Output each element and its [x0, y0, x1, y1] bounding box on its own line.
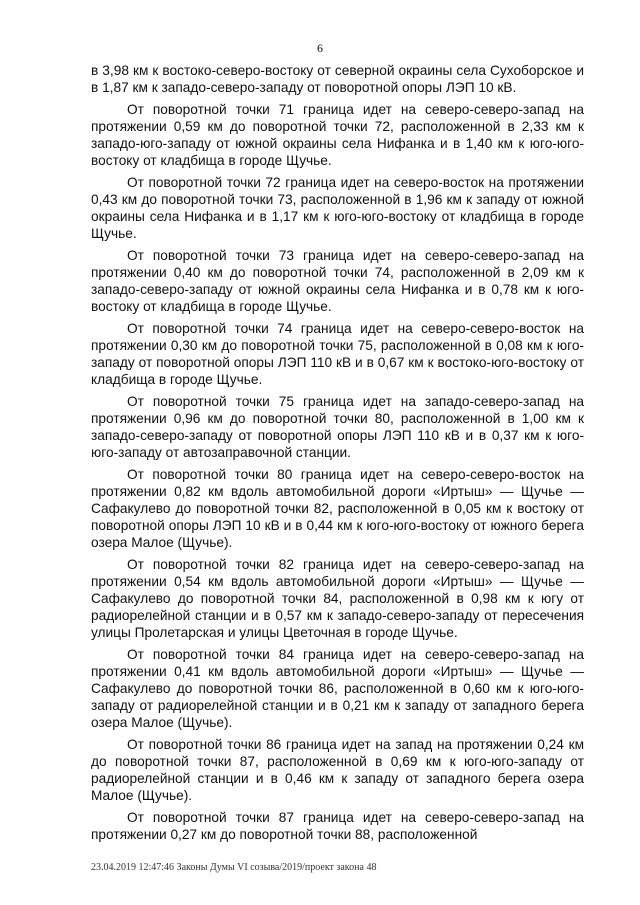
paragraph: От поворотной точки 75 граница идет на западо-северо-запад на протяжении 0,96 км до поворотной точки 80, расположенной в 1,00 км к западо-северо-западу от поворотной опоры ЛЭП 110 кВ и в 0,37 км к юго-юго-западу от автозаправочной станции.	[91, 394, 584, 460]
page-number: 6	[317, 41, 323, 55]
paragraph: От поворотной точки 80 граница идет на северо-северо-восток на протяжении 0,82 км вдоль автомобильной дороги «Иртыш» — Щучье — Сафакулево до поворотной точки 82, расположенной в 0,05 км к востоку от поворотной опоры ЛЭП 10 кВ и в 0,44 км к юго-юго-востоку от южного берега озера Малое (Щучье).	[91, 467, 584, 550]
document-footer: 23.04.2019 12:47:46 Законы Думы VI созыва/2019/проект закона 48	[91, 862, 377, 873]
paragraph: От поворотной точки 87 граница идет на северо-северо-запад на протяжении 0,27 км до поворотной точки 88, расположенной	[91, 810, 584, 842]
paragraph: От поворотной точки 84 граница идет на северо-северо-запад на протяжении 0,41 км вдоль автомобильной дороги «Иртыш» — Щучье — Сафакулево до поворотной точки 86, расположенной в 0,60 км к юго-юго-западу от радиорелейной станции и в 0,21 км к западу от западного берега озера Малое (Щучье).	[91, 647, 584, 730]
paragraph: От поворотной точки 73 граница идет на северо-северо-запад на протяжении 0,40 км до поворотной точки 74, расположенной в 2,09 км к западо-северо-западу от южной окраины села Нифанка и в 0,78 км к юго-востоку от кладбища в городе Щучье.	[91, 248, 584, 314]
paragraph: в 3,98 км к востоко-северо-востоку от северной окраины села Сухоборское и в 1,87 км к западо-северо-западу от поворотной опоры ЛЭП 10 кВ.	[91, 63, 584, 95]
paragraph: От поворотной точки 86 граница идет на запад на протяжении 0,24 км до поворотной точки 87, расположенной в 0,69 км к юго-юго-западу от радиорелейной станции и в 0,46 км к западу от западного берега озера Малое (Щучье).	[91, 737, 584, 803]
document-body	[91, 62, 584, 848]
paragraph: От поворотной точки 82 граница идет на северо-северо-запад на протяжении 0,54 км вдоль автомобильной дороги «Иртыш» — Щучье — Сафакулево до поворотной точки 84, расположенной в 0,98 км к югу от радиорелейной станции и в 0,57 км к западо-северо-западу от пересечения улицы Пролетарская и улицы Цветочная в городе Щучье.	[91, 557, 584, 640]
paragraph: От поворотной точки 71 граница идет на северо-северо-запад на протяжении 0,59 км до поворотной точки 72, расположенной в 2,33 км к западо-юго-западу от южной окраины села Нифанка и в 1,40 км к юго-юго-востоку от кладбища в городе Щучье.	[91, 102, 584, 168]
paragraph: От поворотной точки 72 граница идет на северо-восток на протяжении 0,43 км до поворотной точки 73, расположенной в 1,96 км к западу от южной окраины села Нифанка и в 1,17 км к юго-юго-востоку от кладбища в городе Щучье.	[91, 175, 584, 241]
paragraph: От поворотной точки 74 граница идет на северо-северо-восток на протяжении 0,30 км до поворотной точки 75, расположенной в 0,08 км к юго-западу от поворотной опоры ЛЭП 110 кВ и в 0,67 км к востоко-юго-востоку от кладбища в городе Щучье.	[91, 321, 584, 387]
